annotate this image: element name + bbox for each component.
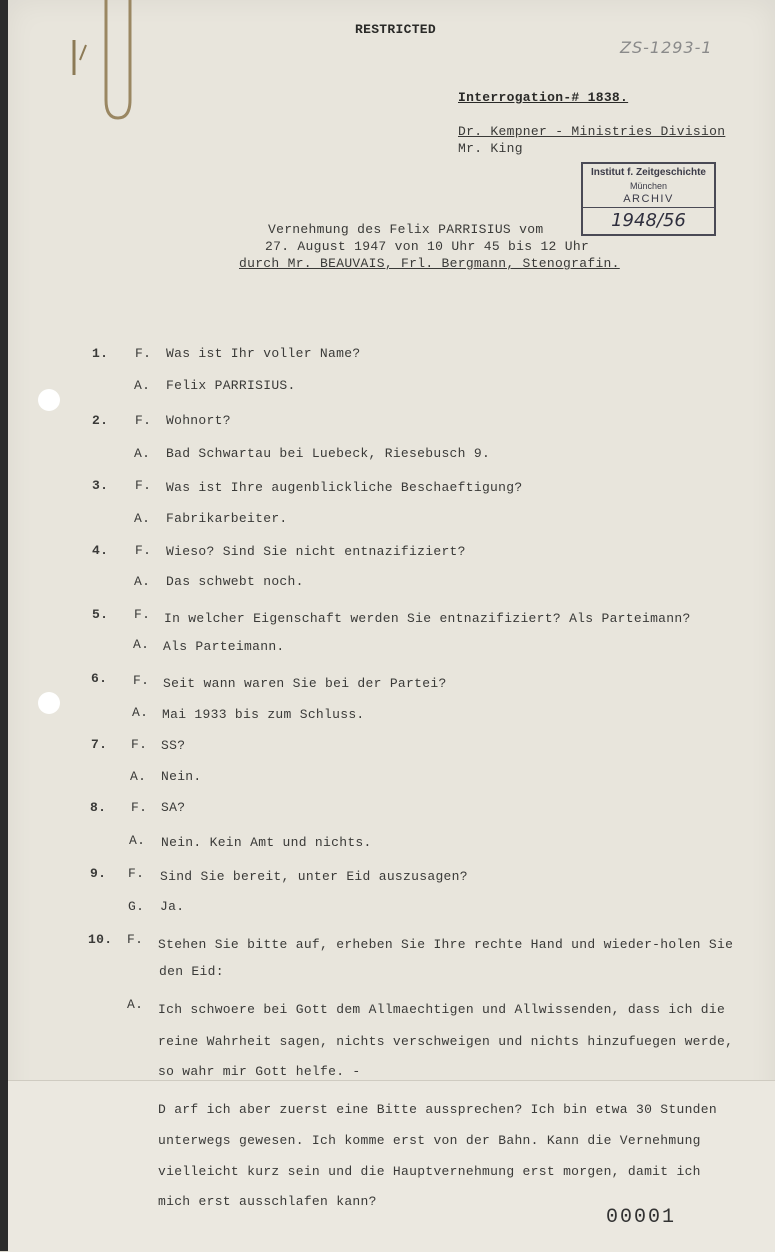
question-label: F. [135,478,152,493]
stamp-number: 1948/56 [611,210,686,231]
answer-label: A. [134,511,151,526]
answer-label: A. [132,705,149,720]
title-line-2: 27. August 1947 von 10 Uhr 45 bis 12 Uhr [265,239,590,254]
question-label: F. [135,413,152,428]
answer-label: A. [129,833,146,848]
question-text: Was ist Ihre augenblickliche Beschaeftigung? [166,480,523,495]
interrogation-number: Interrogation-# 1838. [458,90,629,105]
answer-text: Nein. [161,769,202,784]
answer-label: A. [134,378,151,393]
entry-number: 6. [91,671,108,686]
entry-number: 4. [92,543,109,558]
question-label: F. [131,737,148,752]
question-text: Sind Sie bereit, unter Eid auszusagen? [160,869,468,884]
classification-label: RESTRICTED [355,22,437,37]
question-label: F. [127,932,144,947]
answer-text-line-1: Ich schwoere bei Gott dem Allmaechtigen und Allwissenden, dass ich die [158,1002,726,1017]
question-text: Wohnort? [166,413,231,428]
archive-number-handwritten: ZS-1293-1 [620,38,713,57]
answer-text-line-2: reine Wahrheit sagen, nichts verschweigen und nichts hinzufuegen werde, [158,1034,734,1049]
question-label: F. [134,607,151,622]
scan-edge [0,0,8,1251]
title-line-3: durch Mr. BEAUVAIS, Frl. Bergmann, Stenografin. [239,256,620,271]
division-line: Dr. Kempner - Ministries Division [458,124,726,139]
answer-label: A. [134,446,151,461]
question-text: In welcher Eigenschaft werden Sie entnazifiziert? Als Parteimann? [164,611,691,626]
answer-text: Als Parteimann. [163,639,285,654]
paper-clip-icon [66,0,136,125]
recipient-line: Mr. King [458,141,523,156]
question-text: Wieso? Sind Sie nicht entnazifiziert? [166,544,466,559]
question-label: F. [128,866,145,881]
question-text: SA? [161,800,186,815]
answer-label: A. [133,637,150,652]
entry-number: 8. [90,800,107,815]
answer-text: Ja. [160,899,185,914]
continuation-line-2: unterwegs gewesen. Ich komme erst von der Bahn. Kann die Vernehmung [158,1133,701,1148]
entry-number: 10. [88,932,113,947]
answer-text: Felix PARRISIUS. [166,378,296,393]
answer-text: Bad Schwartau bei Luebeck, Riesebusch 9. [166,446,491,461]
continuation-line-1: D arf ich aber zuerst eine Bitte aussprechen? Ich bin etwa 30 Stunden [158,1102,717,1117]
continuation-line-3: vielleicht kurz sein und die Hauptvernehmung erst morgen, damit ich [158,1164,701,1179]
question-text-line-2: den Eid: [159,964,224,979]
stamp-institute: Institut f. Zeitgeschichte [590,167,706,178]
continuation-line-4: mich erst ausschlafen kann? [158,1194,377,1209]
answer-label: A. [127,997,144,1012]
answer-label: A. [130,769,147,784]
punch-hole [38,692,60,714]
answer-text: Das schwebt noch. [166,574,304,589]
answer-label: A. [134,574,151,589]
title-line-1: Vernehmung des Felix PARRISIUS vom [268,222,544,237]
question-text: SS? [161,738,186,753]
archive-stamp [581,162,716,236]
entry-number: 7. [91,737,108,752]
stamp-city: München [629,181,668,191]
entry-number: 3. [92,478,109,493]
question-text: Was ist Ihr voller Name? [166,346,361,361]
entry-number: 2. [92,413,109,428]
page-number: 00001 [606,1206,677,1229]
question-label: F. [135,346,152,361]
answer-text-line-3: so wahr mir Gott helfe. - [158,1064,361,1079]
punch-hole [38,389,60,411]
entry-number: 9. [90,866,107,881]
answer-text: Nein. Kein Amt und nichts. [161,835,372,850]
question-text: Seit wann waren Sie bei der Partei? [163,676,447,691]
question-label: F. [133,673,150,688]
question-label: F. [131,800,148,815]
stamp-archive: ARCHIV [623,193,674,205]
answer-label: G. [128,899,145,914]
answer-text: Fabrikarbeiter. [166,511,288,526]
answer-text: Mai 1933 bis zum Schluss. [162,707,365,722]
entry-number: 1. [92,346,109,361]
question-label: F. [135,543,152,558]
entry-number: 5. [92,607,109,622]
stamp-divider [583,207,714,208]
question-text-line-1: Stehen Sie bitte auf, erheben Sie Ihre rechte Hand und wieder-holen Sie [158,937,734,952]
